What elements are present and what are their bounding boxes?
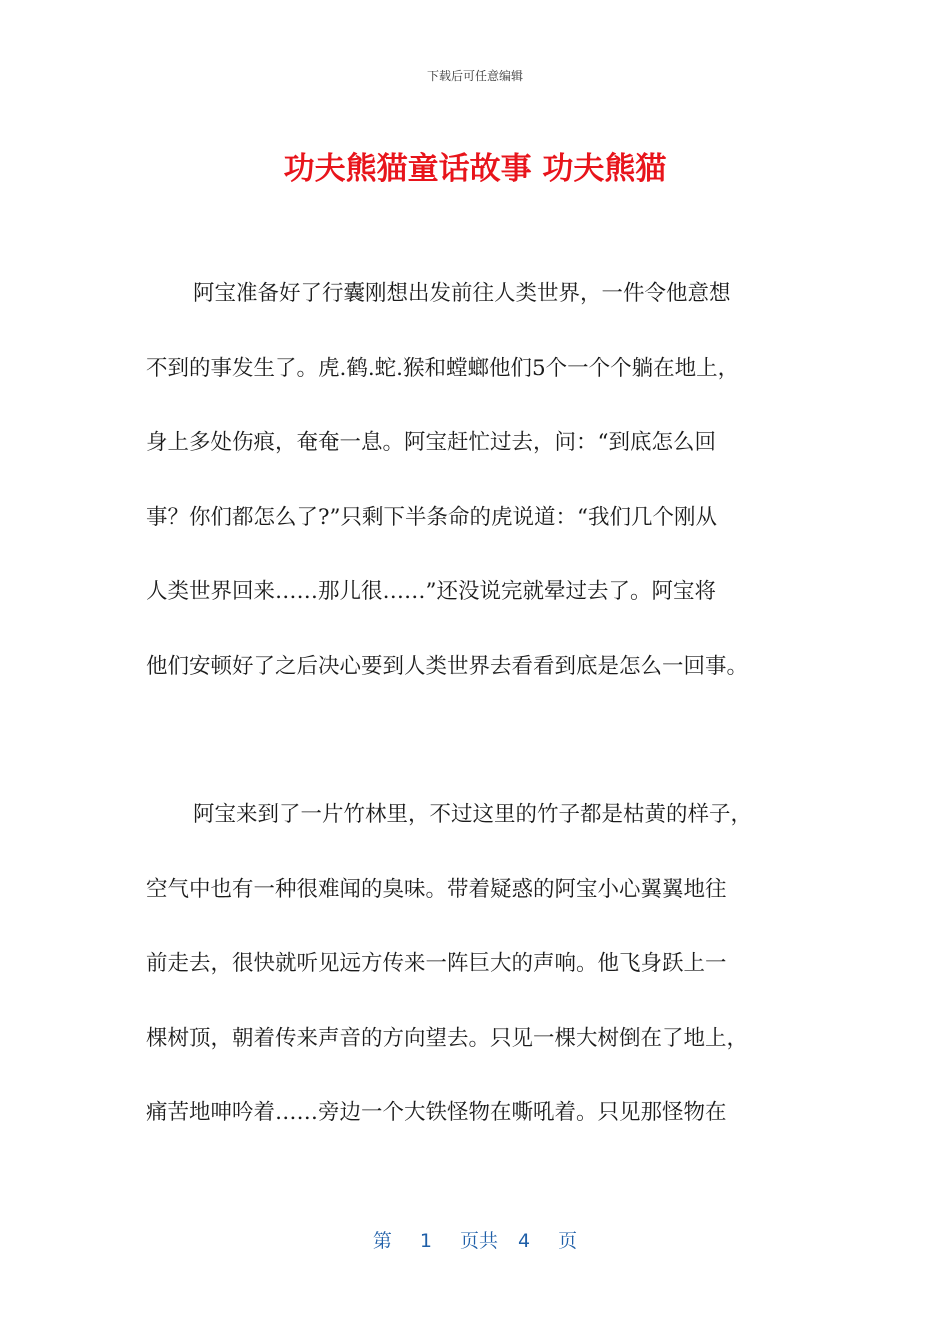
page-middle: 页共	[459, 1230, 498, 1252]
paragraph-line: 身上多处伤痕，奄奄一息。阿宝赶忙过去，问：“到底怎么回	[146, 430, 716, 455]
paragraph-line: 不到的事发生了。虎.鹤.蛇.猴和螳螂他们5个一个个躺在地上，	[146, 355, 740, 381]
paragraph-line: 痛苦地呻吟着……旁边一个大铁怪物在嘶吼着。只见那怪物在	[146, 1100, 727, 1125]
total-pages-number: 4	[518, 1230, 531, 1252]
page-prefix: 第	[372, 1230, 392, 1252]
paragraph-line: 棵树顶，朝着传来声音的方向望去。只见一棵大树倒在了地上，	[146, 1025, 749, 1051]
current-page-number: 1	[419, 1230, 432, 1252]
page-footer	[0, 1226, 950, 1253]
page-suffix: 页	[558, 1230, 578, 1252]
paragraph-line: 空气中也有一种很难闻的臭味。带着疑惑的阿宝小心翼翼地往	[146, 876, 727, 902]
paragraph-line: 事？你们都怎么了?”只剩下半条命的虎说道：“我们几个刚从	[146, 504, 718, 530]
paragraph-line: 他们安顿好了之后决心要到人类世界去看看到底是怎么一回事。	[146, 653, 749, 679]
paragraph-line: 阿宝准备好了行囊刚想出发前往人类世界，一件令他意想	[193, 281, 731, 306]
paragraph-1	[146, 257, 816, 704]
paragraph-line: 阿宝来到了一片竹林里，不过这里的竹子都是枯黄的样子，	[193, 802, 753, 827]
paragraph-2	[146, 778, 816, 1151]
document-title: 功夫熊猫童话故事 功夫熊猫	[283, 151, 667, 187]
paragraph-line: 人类世界回来……那儿很……”还没说完就晕过去了。阿宝将	[146, 579, 716, 604]
header-note: 下载后可任意编辑	[426, 69, 523, 83]
paragraph-line: 前走去，很快就听见远方传来一阵巨大的声响。他飞身跃上一	[146, 951, 727, 976]
